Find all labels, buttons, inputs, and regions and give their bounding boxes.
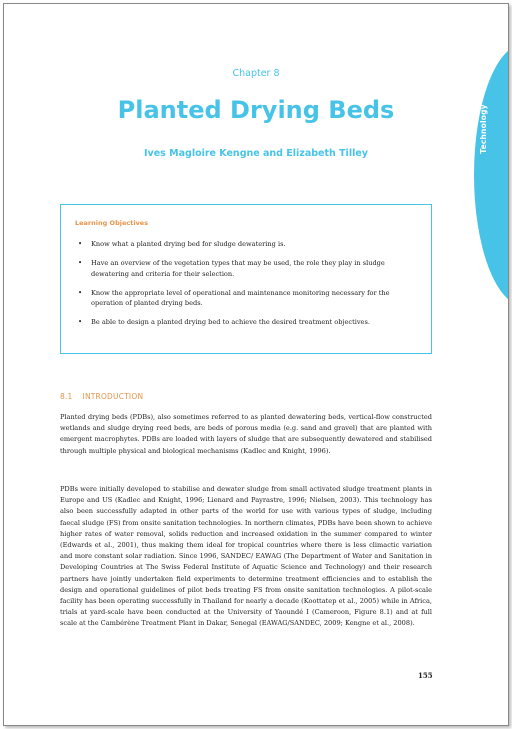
chapter-label: Chapter 8 [232,68,280,79]
objective-item: • Be able to design a planted drying bed to achieve the desired treatment objectives. [75,317,421,328]
objective-item: • Have an overview of the vegetation types that may be used, the role they play in sludge dewatering and criteria for their selection. [75,258,421,279]
body-paragraph: PDBs were initially developed to stabilise and dewater sludge from small activated sludge treatment plants in Europe and US (Kadlec and Knight, 1996; Lienard and Payrastre, 1996; Nielsen, 2003). This technology has also been successfully adapted in other parts of the world for use with various types of sludge, including faecal sludge (FS) from onsite sanitation technologies. In northern climates, PDBs have been shown to achieve higher rates of water removal, solids reduction and increased oxidation in the summer compared to winter (Edwards et al., 2001), thus making them ideal for tropical countries where there is less climactic variation and more constant solar radiation. Since 1996, SANDEC/ EAWAG (The Department of Water and Sanitation in Developing Countries at The Swiss Federal Institute of Aquatic Science and Technology) and their research partners have jointly undertaken field experiments to determine treatment efficiencies and to establish the design and operational guidelines of pilot beds treating FS from onsite sanitation technologies. A pilot-scale facility has been operating successfully in Thailand for nearly a decade (Koottatep et al., 2005) while in Africa, trials at yard-scale have been conducted at the University of Yaoundé I (Cameroon, Figure 8.1) and at full scale at the Cambérène Treatment Plant in Dakar, Senegal (EAWAG/SANDEC, 2009; Kengne et al., 2008). [60,485,432,628]
book-page [3,3,509,726]
section-heading [60,392,143,401]
learning-objectives-list [75,239,421,336]
section-side-tab [474,44,509,306]
page-number: 155 [418,671,433,680]
learning-objectives-box [60,204,432,354]
objective-item: • Know the appropriate level of operational and maintenance monitoring necessary for the operation of planted drying beds. [75,288,421,309]
section-title: INTRODUCTION [82,392,144,401]
section-number: 8.1 [60,392,73,401]
side-tab-label: Technology [479,104,488,154]
body-paragraph: Planted drying beds (PDBs), also sometimes referred to as planted dewatering beds, vertical-flow constructed wetlands and sludge drying reed beds, are beds of porous media (e.g. sand and gravel) that are planted with emergent macrophytes. PDBs are loaded with layers of sludge that are subsequently dewatered and stabilised through multiple physical and biological mechanisms (Kadlec and Knight, 1996). [60,413,432,455]
objective-item: • Know what a planted drying bed for sludge dewatering is. [75,239,421,250]
chapter-title: Planted Drying Beds [117,96,395,124]
learning-objectives-heading: Learning Objectives [75,219,149,227]
chapter-authors: Ives Magloire Kengne and Elizabeth Tilley [144,148,368,159]
